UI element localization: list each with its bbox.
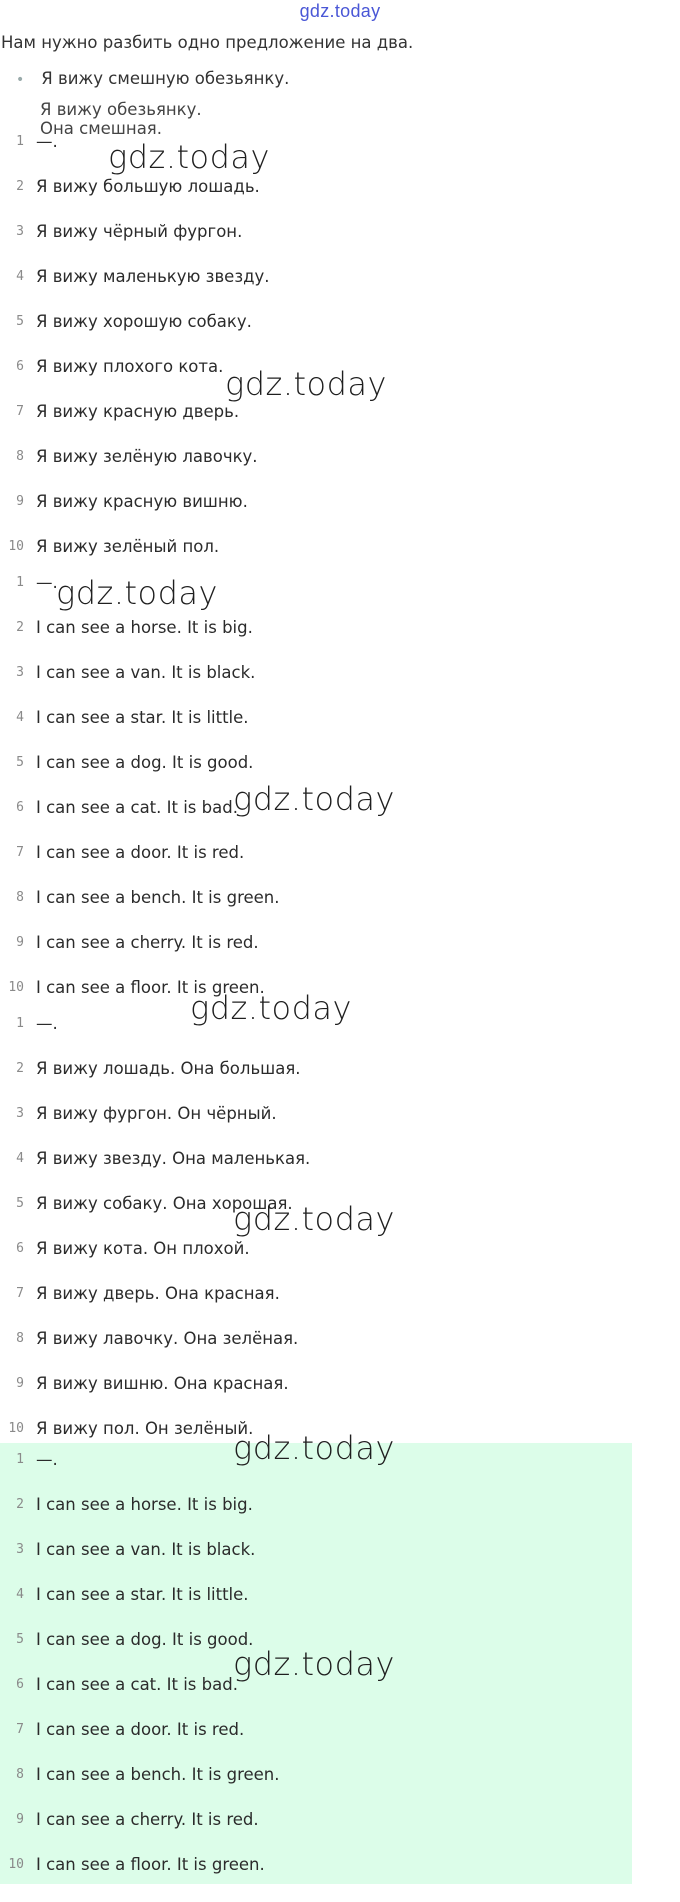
item-number: 7 bbox=[16, 1722, 24, 1737]
item-text: I can see a bench. It is green. bbox=[36, 888, 280, 907]
list-item bbox=[0, 575, 632, 620]
item-number: 9 bbox=[16, 935, 24, 950]
watermark: gdz.today bbox=[233, 1645, 395, 1683]
item-text: I can see a cherry. It is red. bbox=[36, 933, 259, 952]
item-number: 1 bbox=[16, 1016, 24, 1031]
item-text: I can see a floor. It is green. bbox=[36, 1855, 265, 1874]
item-text: I can see a door. It is red. bbox=[36, 843, 245, 862]
item-text: Я вижу лавочку. Она зелёная. bbox=[36, 1329, 299, 1348]
list-item bbox=[0, 224, 632, 269]
item-number: 2 bbox=[16, 1497, 24, 1512]
item-number: 1 bbox=[16, 134, 24, 149]
bullet-item bbox=[16, 69, 289, 88]
item-number: 2 bbox=[16, 179, 24, 194]
item-text: Я вижу вишню. Она красная. bbox=[36, 1374, 289, 1393]
list-item bbox=[0, 1677, 632, 1722]
item-text: Я вижу пол. Он зелёный. bbox=[36, 1419, 254, 1438]
list-item bbox=[0, 1632, 632, 1677]
item-text: Я вижу собаку. Она хорошая. bbox=[36, 1194, 293, 1213]
item-number: 8 bbox=[16, 890, 24, 905]
item-text: I can see a door. It is red. bbox=[36, 1720, 245, 1739]
item-number: 3 bbox=[16, 1542, 24, 1557]
list-item bbox=[0, 620, 632, 665]
item-number: 2 bbox=[16, 1061, 24, 1076]
item-text: I can see a star. It is little. bbox=[36, 708, 249, 727]
item-number: 6 bbox=[16, 1241, 24, 1256]
list-item bbox=[0, 665, 632, 710]
item-number: 4 bbox=[16, 1151, 24, 1166]
item-text: Я вижу плохого кота. bbox=[36, 357, 224, 376]
item-number: 8 bbox=[16, 449, 24, 464]
item-number: 9 bbox=[16, 494, 24, 509]
watermark: gdz.today bbox=[233, 780, 395, 818]
item-number: 8 bbox=[16, 1767, 24, 1782]
item-number: 6 bbox=[16, 359, 24, 374]
item-number: 4 bbox=[16, 1587, 24, 1602]
item-text: I can see a cherry. It is red. bbox=[36, 1810, 259, 1829]
item-number: 10 bbox=[8, 539, 24, 554]
item-text: Я вижу фургон. Он чёрный. bbox=[36, 1104, 277, 1123]
item-number: 7 bbox=[16, 1286, 24, 1301]
list-item bbox=[0, 404, 632, 449]
item-text: I can see a van. It is black. bbox=[36, 1540, 256, 1559]
item-text: Я вижу зелёный пол. bbox=[36, 537, 220, 556]
item-text: I can see a floor. It is green. bbox=[36, 978, 265, 997]
item-number: 3 bbox=[16, 224, 24, 239]
item-number: 4 bbox=[16, 710, 24, 725]
list-item bbox=[0, 800, 632, 845]
watermark: gdz.today bbox=[233, 1429, 395, 1467]
list-item bbox=[0, 1286, 632, 1331]
list-item bbox=[0, 755, 632, 800]
intro-text: Нам нужно разбить одно предложение на два. bbox=[1, 33, 414, 52]
list-item bbox=[0, 1452, 632, 1497]
item-number: 7 bbox=[16, 404, 24, 419]
item-number: 6 bbox=[16, 1677, 24, 1692]
list-item bbox=[0, 1497, 632, 1542]
item-number: 4 bbox=[16, 269, 24, 284]
item-text: Я вижу лошадь. Она большая. bbox=[36, 1059, 301, 1078]
list-item bbox=[0, 1542, 632, 1587]
item-text: Я вижу большую лошадь. bbox=[36, 177, 260, 196]
item-text: —. bbox=[36, 573, 58, 592]
item-number: 9 bbox=[16, 1376, 24, 1391]
watermark: gdz.today bbox=[225, 365, 387, 403]
list-item bbox=[0, 1061, 632, 1106]
item-number: 5 bbox=[16, 755, 24, 770]
list-item bbox=[0, 1812, 632, 1857]
watermark: gdz.today bbox=[108, 138, 270, 176]
item-text: Я вижу красную дверь. bbox=[36, 402, 240, 421]
watermark: gdz.today bbox=[233, 1200, 395, 1238]
item-text: I can see a cat. It is bad. bbox=[36, 1675, 238, 1694]
item-number: 5 bbox=[16, 1632, 24, 1647]
item-text: —. bbox=[36, 132, 58, 151]
bullet-dot-icon: • bbox=[16, 72, 25, 88]
list-item bbox=[0, 179, 632, 224]
list-item bbox=[0, 1722, 632, 1767]
list-item bbox=[0, 1016, 632, 1061]
item-number: 1 bbox=[16, 575, 24, 590]
list-item bbox=[0, 269, 632, 314]
list-item bbox=[0, 1767, 632, 1812]
item-number: 2 bbox=[16, 620, 24, 635]
list-item bbox=[0, 1376, 632, 1421]
item-number: 8 bbox=[16, 1331, 24, 1346]
cutoff-text: Я вижу обезьянку. Она смешная. bbox=[40, 100, 202, 138]
item-text: I can see a dog. It is good. bbox=[36, 753, 254, 772]
list-item bbox=[0, 359, 632, 404]
item-number: 3 bbox=[16, 665, 24, 680]
item-text: Я вижу чёрный фургон. bbox=[36, 222, 243, 241]
item-text: —. bbox=[36, 1014, 58, 1033]
item-text: I can see a cat. It is bad. bbox=[36, 798, 238, 817]
item-number: 5 bbox=[16, 1196, 24, 1211]
item-text: I can see a horse. It is big. bbox=[36, 1495, 253, 1514]
item-number: 3 bbox=[16, 1106, 24, 1121]
item-text: Я вижу зелёную лавочку. bbox=[36, 447, 258, 466]
item-number: 10 bbox=[8, 980, 24, 995]
list-item bbox=[0, 449, 632, 494]
item-number: 7 bbox=[16, 845, 24, 860]
item-text: Я вижу красную вишню. bbox=[36, 492, 248, 511]
watermark: gdz.today bbox=[56, 574, 218, 612]
list-item bbox=[0, 1151, 632, 1196]
item-text: Я вижу кота. Он плохой. bbox=[36, 1239, 250, 1258]
item-text: I can see a star. It is little. bbox=[36, 1585, 249, 1604]
list-item bbox=[0, 494, 632, 539]
list-item bbox=[0, 890, 632, 935]
watermark: gdz.today bbox=[190, 989, 352, 1027]
list-item bbox=[0, 845, 632, 890]
list-item bbox=[0, 935, 632, 980]
list-item bbox=[0, 1857, 632, 1902]
item-text: I can see a van. It is black. bbox=[36, 663, 256, 682]
item-number: 5 bbox=[16, 314, 24, 329]
item-text: I can see a horse. It is big. bbox=[36, 618, 253, 637]
item-number: 10 bbox=[8, 1421, 24, 1436]
item-number: 1 bbox=[16, 1452, 24, 1467]
list-item bbox=[0, 1587, 632, 1632]
item-number: 10 bbox=[8, 1857, 24, 1872]
item-text: Я вижу звезду. Она маленькая. bbox=[36, 1149, 311, 1168]
item-text: I can see a bench. It is green. bbox=[36, 1765, 280, 1784]
bullet-text: Я вижу смешную обезьянку. bbox=[41, 69, 290, 88]
item-text: Я вижу дверь. Она красная. bbox=[36, 1284, 280, 1303]
item-text: —. bbox=[36, 1450, 58, 1469]
list-item bbox=[0, 134, 632, 179]
item-text: Я вижу хорошую собаку. bbox=[36, 312, 252, 331]
item-number: 9 bbox=[16, 1812, 24, 1827]
list-item bbox=[0, 1196, 632, 1241]
site-logo[interactable]: gdz.today bbox=[299, 1, 381, 21]
item-number: 6 bbox=[16, 800, 24, 815]
list-item bbox=[0, 314, 632, 359]
item-text: I can see a dog. It is good. bbox=[36, 1630, 254, 1649]
item-text: Я вижу маленькую звезду. bbox=[36, 267, 270, 286]
list-item bbox=[0, 1106, 632, 1151]
cutoff-line bbox=[40, 100, 210, 138]
list-item bbox=[0, 710, 632, 755]
list-item bbox=[0, 1331, 632, 1376]
list-item bbox=[0, 1241, 632, 1286]
answer-list-4-highlighted bbox=[0, 1443, 632, 1884]
